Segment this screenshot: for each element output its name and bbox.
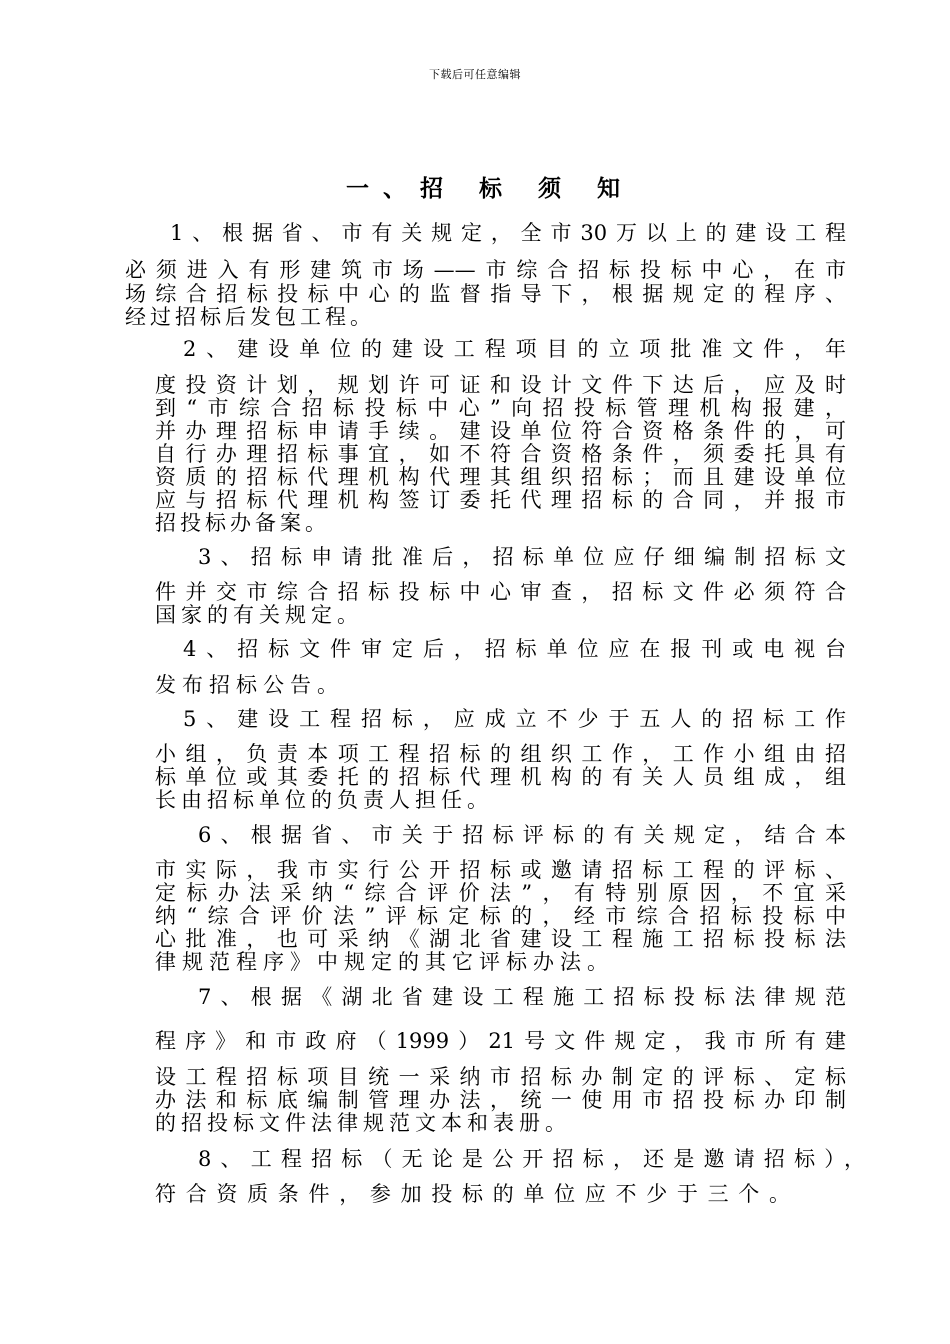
paragraph-6-line-6: 律规范程序》中规定的其它评标办法。 [155, 950, 614, 974]
paragraph-6-line-1: 6、根据省、市关于招标评标的有关规定，结合本 [198, 823, 846, 847]
paragraph-7-line-3: 设工程招标项目统一采纳市招标办制定的评标、定标 [155, 1065, 846, 1089]
paragraph-2-line-3: 到“市综合招标投标中心”向招投标管理机构报建， [155, 396, 846, 420]
paragraph-8-line-1: 8、工程招标（无论是公开招标，还是邀请招标）， [198, 1147, 865, 1171]
paragraph-2-line-1: 2、建设单位的建设工程项目的立项批准文件，年 [183, 337, 846, 361]
page-header: 下载后可任意编辑 [429, 68, 521, 81]
paragraph-4-line-2: 发布招标公告。 [155, 673, 344, 697]
paragraph-5-line-3: 标单位或其委托的招标代理机构的有关人员组成，组 [155, 765, 846, 789]
paragraph-1-line-2: 必须进入有形建筑市场——市综合招标投标中心，在市 [125, 258, 846, 282]
paragraph-7-line-4: 办法和标底编制管理办法，统一使用市招投标办印制 [155, 1088, 846, 1112]
paragraph-4-line-1: 4、招标文件审定后，招标单位应在报刊或电视台 [183, 637, 846, 661]
paragraph-1-line-4: 经过招标后发包工程。 [125, 305, 375, 329]
paragraph-7-line-1: 7、根据《湖北省建设工程施工招标投标法律规范 [198, 985, 846, 1009]
paragraph-7-line-5: 的招投标文件法律规范文本和表册。 [155, 1111, 571, 1135]
paragraph-8-line-2: 符合资质条件，参加投标的单位应不少于三个。 [155, 1182, 790, 1206]
paragraph-6-line-5: 心批准，也可采纳《湖北省建设工程施工招标投标法 [155, 927, 846, 951]
paragraph-6-line-4: 纳“综合评价法”评标定标的，经市综合招标投标中 [155, 904, 846, 928]
paragraph-6-line-3: 定标办法采纳“综合评价法”，有特别原因，不宜采 [155, 881, 846, 905]
paragraph-7-line-2: 程序》和市政府（1999）21号文件规定，我市所有建 [155, 1029, 846, 1053]
paragraph-3-line-1: 3、招标申请批准后，招标单位应仔细编制招标文 [198, 545, 846, 569]
paragraph-2-line-2: 度投资计划，规划许可证和设计文件下达后，应及时 [155, 373, 846, 397]
paragraph-2-line-4: 并办理招标申请手续。建设单位符合资格条件的，可 [155, 419, 846, 443]
paragraph-6-line-2: 市实际，我市实行公开招标或邀请招标工程的评标、 [155, 858, 846, 882]
paragraph-5-line-2: 小组，负责本项工程招标的组织工作，工作小组由招 [155, 742, 846, 766]
paragraph-3-line-3: 国家的有关规定。 [155, 603, 363, 627]
paragraph-5-line-1: 5、建设工程招标，应成立不少于五人的招标工作 [183, 707, 846, 731]
paragraph-5-line-4: 长由招标单位的负责人担任。 [155, 788, 493, 812]
paragraph-2-line-6: 资质的招标代理机构代理其组织招标；而且建设单位 [155, 465, 846, 489]
paragraph-3-line-2: 件并交市综合招标投标中心审查，招标文件必须符合 [155, 580, 846, 604]
paragraph-2-line-8: 招投标办备案。 [155, 511, 330, 535]
paragraph-1-line-1: 1、根据省、市有关规定，全市30万以上的建设工程 [170, 221, 846, 245]
paragraph-2-line-7: 应与招标代理机构签订委托代理招标的合同，并报市 [155, 488, 846, 512]
paragraph-2-line-5: 自行办理招标事宜，如不符合资格条件，须委托具有 [155, 442, 846, 466]
paragraph-1-line-3: 场综合招标投标中心的监督指导下，根据规定的程序、 [125, 282, 846, 306]
section-title: 一、招 标 须 知 [345, 175, 635, 202]
